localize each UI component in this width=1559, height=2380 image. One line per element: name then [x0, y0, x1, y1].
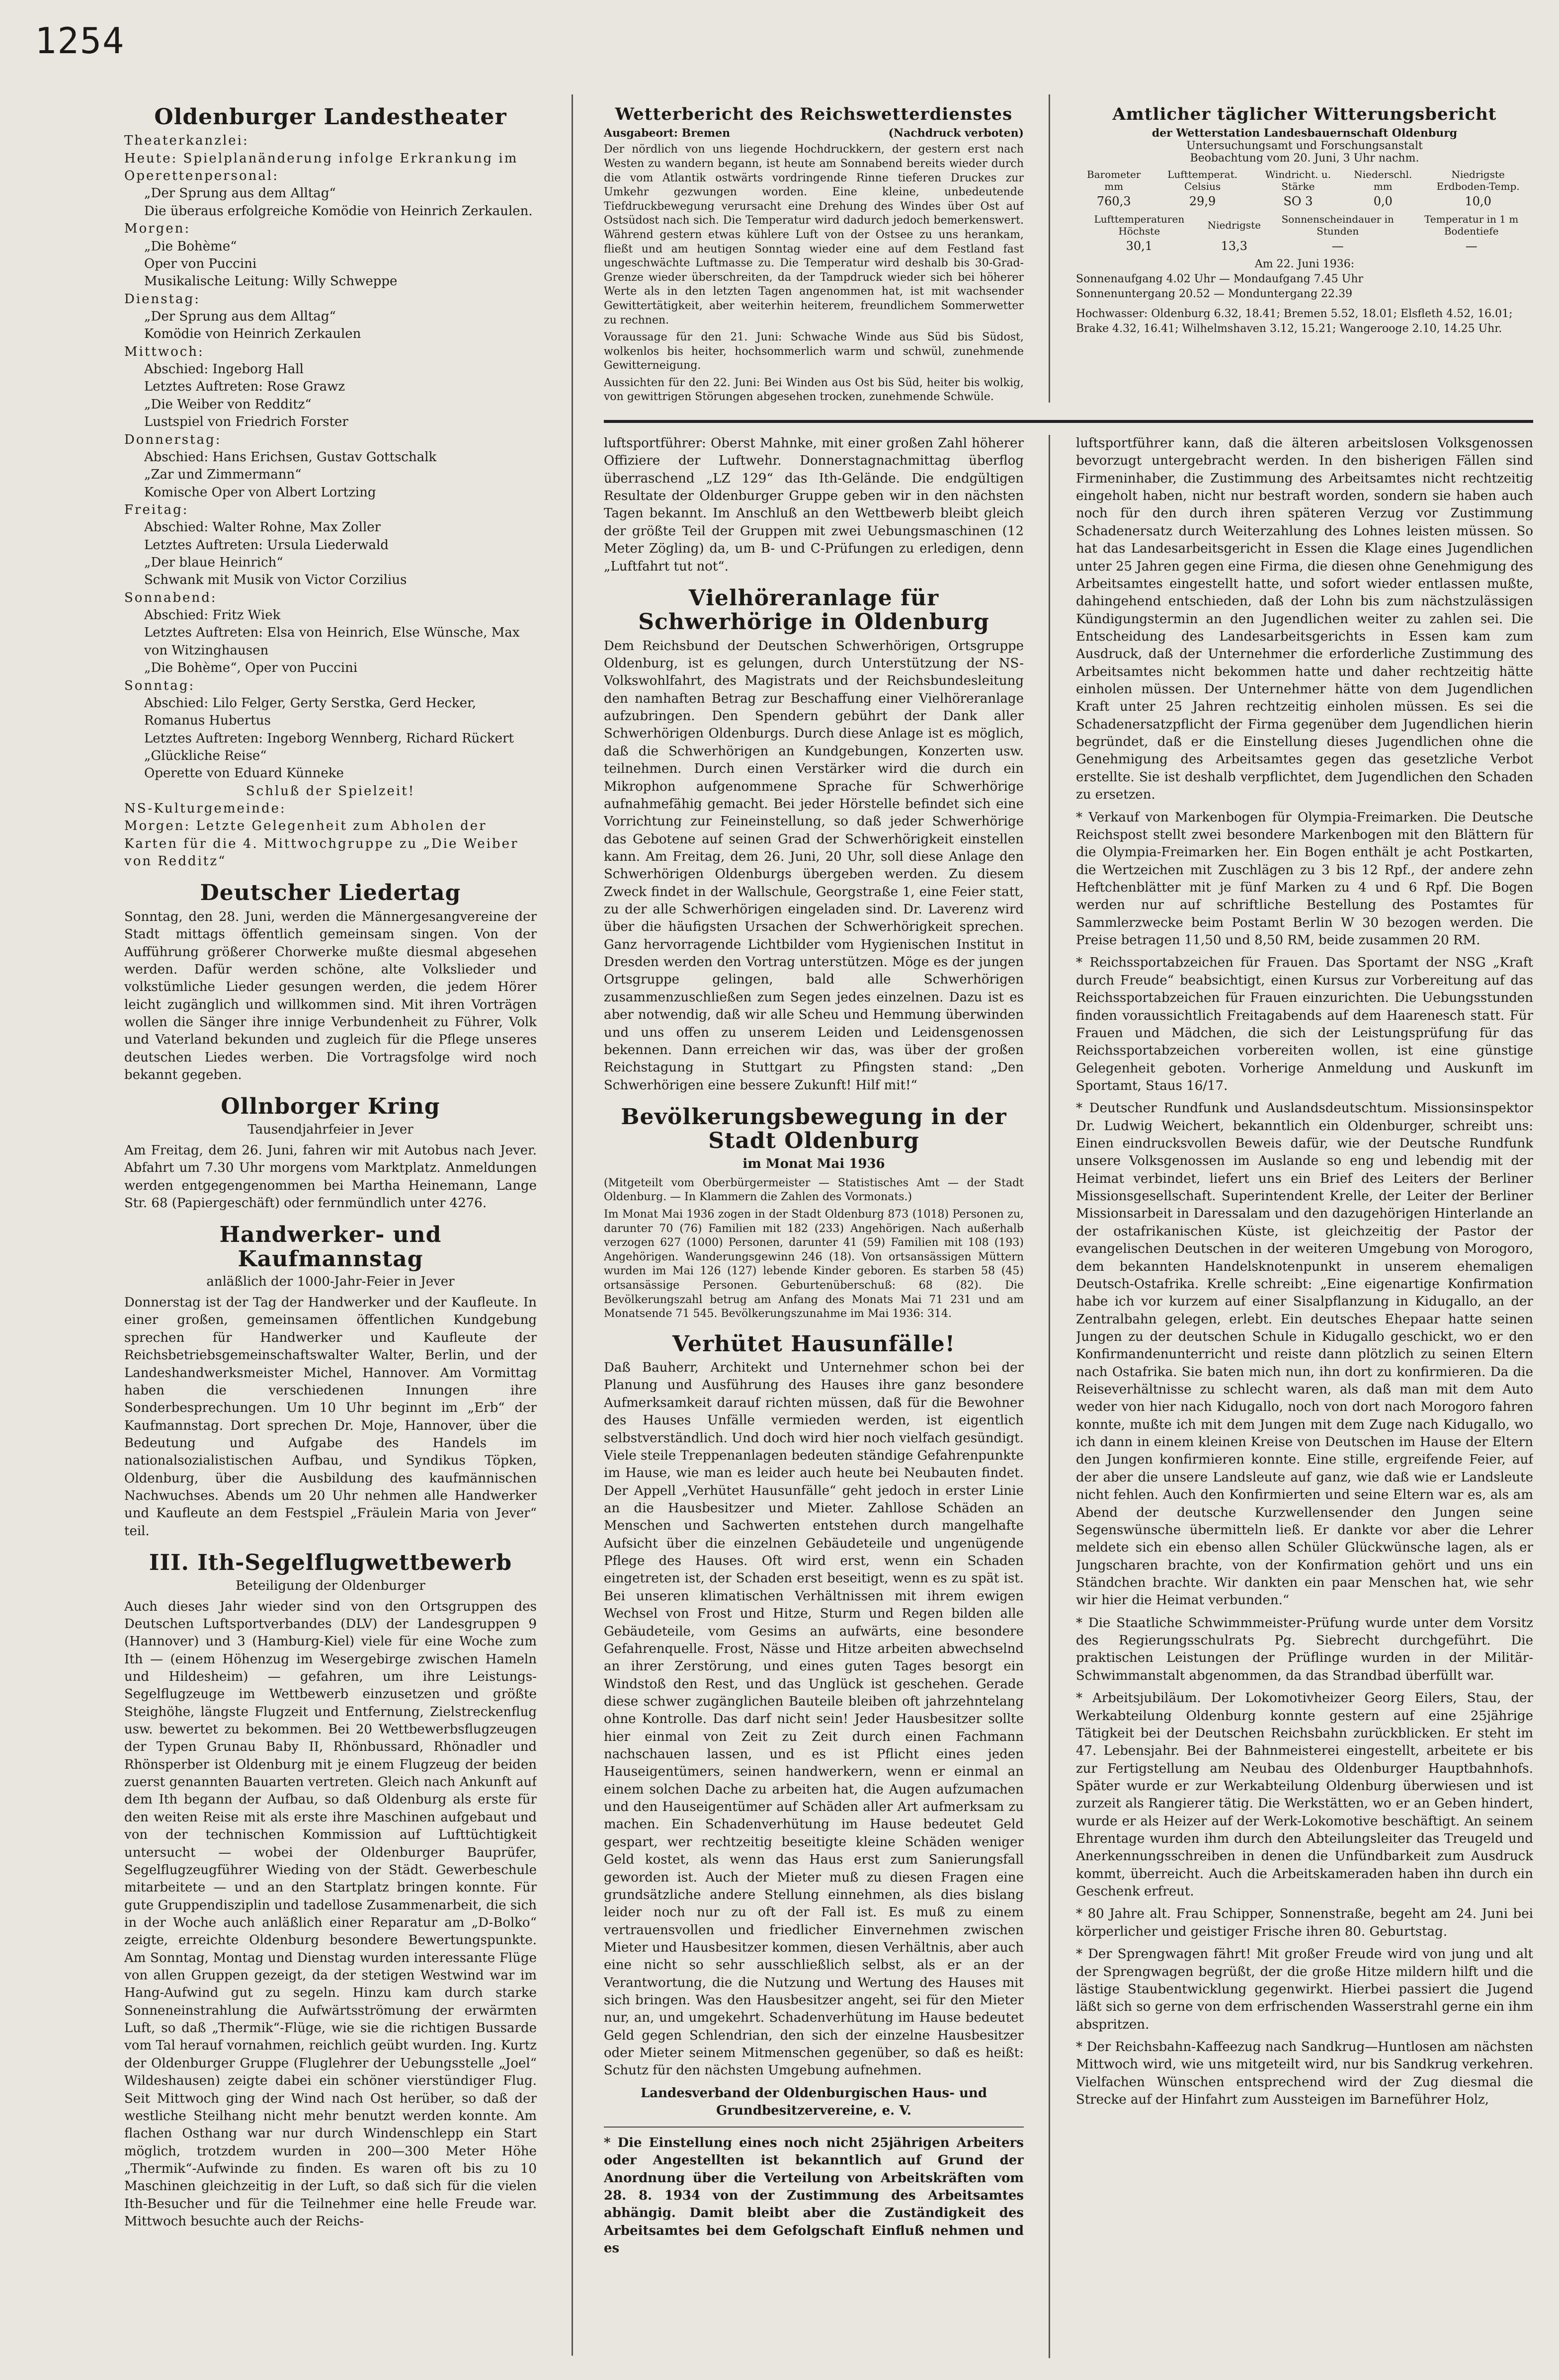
news-item: * Deutscher Rundfunk und Auslandsdeutschtum. Missionsinspektor Dr. Ludwig Weichert, bekanntlich ein Oldenburger, schreibt uns: Einen eindrucksvollen Beweis dafür, wie der Deutsche Rundfunk unsere Volksgenossen im Auslande so eng und lebendig mit der Heimat verbindet, liefert uns ein Brief des Leiters der Berliner Missionsgesellschaft. Superintendent Krelle, der Leiter der Berliner Missionsarbeit in Daressalam und den dazugehörigen Hinterlande an der ostafrikanischen Küste, ist gleichzeitig der Pastor der evangelischen Deutschen in der weiteren Umgebung von Morogoro, dem bekannten Handelsknotenpunkt in unserem ehemaligen Deutsch-Ostafrika. Krelle schreibt: „Eine eigenartige Konfirmation habe ich vor kurzem auf einer Sisalpflanzung in Kidugallo, an der Zentralbahn gelegen, erlebt. Ein deutsches Ehepaar hatte seinen Jungen zu der deutschen Schule in Kidugallo geschickt, wo er den Konfirmandenunterricht und reiste dann plötzlich zu seinen Eltern nach Ostafrika. Sie baten mich nun, ihn dort zu konfirmieren. Da die Reiseverhältnisse zu schlecht waren, als daß man mit dem Auto weder von hier nach Kidugallo, noch von dort nach Morogoro fahren konnte, mußte ich mit dem Jungen mit dem Zuge nach Kidugallo, wo ich dann in einem kleinen Kreise von Deutschen im Hause der Eltern den Jungen konfirmieren konnte. Eine stille, ergreifende Feier, auf der aber die unsere Landsleute auf ganz, wie daß wie er Landsleute nicht fehlen. Auch den Konfirmierten und seine Eltern war es, als am Abend der deutsche Kurzwellensender den Jungen seine Segenswünsche übermitteln ließ. Er dankte vor aber die Lehrer meldete sich ein ebenso allen Schüler Glückwünsche lagen, als er Jungscharen brachte, von der Konfirmation gehört und uns ein Ständchen brachte. Wir dankten ein paar Menschen hat, wie sehr wir hier die Heimat verbunden.“ — [1076, 1101, 1533, 1608]
sun-times-2: Sonnenuntergang 20.52 — Monduntergang 22.39 — [1076, 288, 1353, 301]
weather-forecast-2: Aussichten für den 22. Juni: Bei Winden aus Ost bis Süd, heiter bis wolkig, von gewittrigen Störungen abgesehen trocken, zunehmende Schwüle. — [604, 376, 1024, 403]
official-weather — [1076, 94, 1533, 422]
theater-line: Letztes Auftreten: Ingeborg Wennberg, Richard Rückert — [144, 731, 514, 746]
weather-cell: Barometer mm — [1087, 168, 1141, 193]
weather-table-1-row — [1076, 193, 1533, 209]
weather-cell: 29,9 — [1189, 194, 1216, 209]
theater-line: Letztes Auftreten: Elsa von Heinrich, Else Wünsche, Max von Witzinghausen — [144, 625, 520, 658]
amtlich-title: Amtlicher täglicher Witterungsbericht — [1112, 104, 1497, 124]
theater-line: Abschied: Lilo Felger, Gerty Serstka, Gerd Hecker, Romanus Hubertus — [144, 695, 476, 729]
weather-cell: Niedrigste Erdboden-Temp. — [1436, 168, 1520, 193]
hoer-text: Dem Reichsbund der Deutschen Schwerhörigen, Ortsgruppe Oldenburg, ist es gelungen, durch Unterstützung der NS-Volkswohlfahrt, des Magistrats und der Reichsbundesleitung den namhaften Betrag zur Beschaffung einer Vielhöreranlage aufzubringen. Den Spendern gebührt der Dank aller Schwerhörigen Oldenburgs. Durch diese Anlage ist es möglich, daß die Schwerhörigen an Kundgebungen, Konzerten usw. teilnehmen. Durch einen Verstärker wird die durch ein Mikrophon aufgenommene Sprache für Schwerhörige aufnahmefähig gemacht. Bei jeder Hörstelle befindet sich eine Vorrichtung zur Feineinstellung, so daß jeder Schwerhörige das Gebotene auf seinen Grad der Schwerhörigkeit einstellen kann. Am Freitag, dem 26. Juni, 20 Uhr, soll diese Anlage den Schwerhörigen Oldenburgs übergeben werden. Zu diesem Zweck findet in der Wallschule, Georgstraße 1, eine Feier statt, zu der alle Schwerhörigen eingeladen sind. Dr. Laverenz wird über die häufigsten Ursachen der Schwerhörigkeit sprechen. Ganz hervorragende Lichtbilder vom Hygienischen Institut in Dresden werden den Vortrag unterstützen. Möge es der jungen Ortsgruppe gelingen, bald alle Schwerhörigen zusammenzuschließen zum Segen jedes einzelnen. Dazu ist es aber notwendig, daß wir alle Scheu und Hemmung überwinden und uns offen zu unserem Leiden und Leidensgenossen bekennen. Dann erreichen wir das, was über der großen Reichstagung in Stuttgart zu Pfingsten stand: „Den Schwerhörigen eine bessere Zukunft! Hilf mit!“ — [604, 638, 1024, 1093]
local-news-items — [1076, 809, 1533, 2109]
handwerker-title: Handwerker- und Kaufmannstag — [219, 1222, 442, 1272]
theater-line: „Der Sprung aus dem Alltag“ — [144, 186, 336, 201]
weather-cell: 30,1 — [1126, 239, 1153, 253]
theater-line: „Der Sprung aus dem Alltag“ — [144, 309, 336, 324]
hausunfaelle-signature: Landesverband der Oldenburgischen Haus- und Grundbesitzervereine, e. V. — [640, 2085, 987, 2118]
column-divider — [572, 94, 573, 2356]
weather-cell: — — [1465, 239, 1477, 253]
segelflug-title: III. Ith-Segelflugwettbewerb — [149, 1550, 512, 1576]
theater-line: Abschied: Hans Erichsen, Gustav Gottschalk — [144, 449, 437, 465]
theater-line: „Die Weiber von Redditz“ — [144, 397, 312, 412]
column-3 — [1076, 435, 1533, 2358]
news-item: * Arbeitsjubiläum. Der Lokomotivheizer Georg Eilers, Stau, der Werkabteilung Oldenburg konnte gestern auf eine 25jährige Tätigkeit bei der Deutschen Reichsbahn zurückblicken. Er steht im 47. Lebensjahr. Bei der Bahnmeisterei eingestellt, arbeitete er bis zur Fertigstellung am Neubau des Oldenburger Hauptbahnhofs. Später wurde er zur Werkabteilung Oldenburg überwiesen und ist zurzeit als Rangierer tätig. Die Werkstätten, wo er an Geben hindert, wurde er als Heizer auf der Werk-Lokomotive beschäftigt. An seinem Ehrentage wurden ihm durch den Abteilungsleiter das Treugeld und Anerkennungsschreiben in denen die Unfündbarkeit zum Ausdruck kommt, überreicht. Auch die Arbeitskameraden haben ihn durch ein Geschenk erfreut. — [1076, 1691, 1533, 1899]
column-2 — [604, 435, 1024, 2358]
amtlich-date: Am 22. Juni 1936: — [1254, 258, 1355, 271]
weather-cell: Temperatur in 1 m Bodentiefe — [1424, 213, 1519, 238]
weather-cell: Sonnenscheindauer in Stunden — [1281, 213, 1394, 238]
hoer-title: Vielhöreranlage für Schwerhörige in Oldenburg — [638, 585, 989, 635]
theater-line: „Glückliche Reise“ — [144, 748, 267, 763]
theater-line: Schluß der Spielzeit! — [246, 783, 415, 799]
weather-source: Ausgabeort: Bremen — [604, 127, 731, 140]
weather-cell: Lufttemperat. Celsius — [1167, 168, 1238, 193]
theater-line: Schwank mit Musik von Victor Corzilius — [144, 573, 407, 588]
theater-line: „Zar und Zimmermann“ — [144, 467, 302, 483]
segelflug-text: Auch dieses Jahr wieder sind von den Ortsgruppen des Deutschen Luftsportverbandes (DLV) der Landesgruppen 9 (Hannover) und 3 (Hamburg-Kiel) viele für eine Woche zum Ith — (einem Höhenzug im Wesergebirge zwischen Hameln und Hildesheim) — gefahren, um ihre Leistungs-Segelflugzeuge im Wettbewerb einzusetzen und größte Steighöhe, längste Flugzeit und Entfernung, Zielstreckenflug usw. bewertet zu bekommen. Bei 20 Wettbewerbsflugzeugen der Typen Grunau Baby II, Rhönbussard, Rhönadler und Rhönsperber ist Oldenburg mit je einem Flugzeug der beiden zuerst genannten Bauarten vertreten. Gleich nach Ankunft auf dem Ith begann der Aufbau, so daß Oldenburg als erste für den weiten Reise mit als erste ihre Maschinen aufgebaut und von der technischen Kommission auf Lufttüchtigkeit untersucht — wobei der Oldenburger Bauprüfer, Segelflugzeugführer Wieding von der Städt. Gewerbeschule mitarbeitete — und an den Startplatz bringen konnte. Für gute Gruppendisziplin und tadellose Zusammenarbeit, die sich in der Woche auch anläßlich einer Reparatur am „D-Bolko“ zeigte, erreichte Oldenburg besondere Bewertungspunkte. Am Sonntag, Montag und Dienstag wurden interessante Flüge von allen Gruppen gezeigt, da der stetigen Westwind war im Hang-Aufwind gut zu segeln. Hinzu kam durch starke Sonneneinstrahlung die Aufwärtsströmung der erwärmten Luft, so daß „Thermik“-Flüge, wie sie die richtigen Bussarde vom Tal herauf vornahmen, reichlich geübt wurden. Ing. Kurtz der Oldenburger Gruppe (Fluglehrer der Uebungsstelle „Joel“ Wildeshausen) zeigte dabei ein schöner vierstündiger Flug. Seit Mittwoch ging der Wind nach Ost herüber, so daß der westliche Steilhang nicht mehr benutzt werden konnte. Am flachen Osthang war nur durch Windenschlepp ein Start möglich, trotzdem wurden in 200—300 Meter Höhe „Thermik“-Aufwinde zu finden. Es waren oft bis zu 10 Maschinen gleichzeitig in der Luft, so daß sich für die vielen Ith-Besucher und für die Teilnehmer eine helle Freude war. Mittwoch besuchte auch der Reichs- — [124, 1599, 537, 2229]
theater-line: Komische Oper von Albert Lortzing — [144, 485, 376, 500]
weather-cell: SO 3 — [1283, 194, 1313, 209]
segelflug-continued: luftsportführer: Oberst Mahnke, mit einer großen Zahl höherer Offiziere der Luftwehr. Donnerstagnachmittag überflog überraschend „LZ 129“ das Ith-Gelände. Die endgültigen Resultate der Oldenburger Gruppe geben wir in den nächsten Tagen bekannt. Im Anschluß an den Wettbewerb bleibt gleich der größte Teil der Gruppen mit zwei Uebungsmaschinen (12 Meter Zögling) da, um B- und C-Prüfungen zu erledigen, denn „Luftfahrt tut not“. — [604, 436, 1024, 574]
theater-line: Operette von Eduard Künneke — [144, 766, 344, 781]
weather-table-2 — [1076, 212, 1533, 254]
liedertag-text: Sonntag, den 28. Juni, werden die Männergesangvereine der Stadt mittags öffentlich gemeinsam singen. Von der Aufführung größerer Chorwerke mußte diesmal abgesehen werden. Dafür werden schöne, alte Volkslieder und volkstümliche Lieder gesungen werden, die jedem Hörer leicht zugänglich und willkommen sind. Mit ihren Vorträgen wollen die Sänger ihre innige Verbundenheit zu Führer, Volk und Vaterland bekunden und zugleich für die Pflege unseres deutschen Liedes werben. Die Vortragsfolge wird noch bekannt gegeben. — [124, 909, 537, 1083]
weather-table-2-row — [1076, 238, 1533, 254]
theater-line: Letztes Auftreten: Ursula Liederwald — [144, 537, 389, 553]
theater-line: Lustspiel von Friedrich Forster — [144, 414, 348, 430]
news-item: * 80 Jahre alt. Frau Schipper, Sonnenstraße, begeht am 24. Juni bei körperlicher und geistiger Frische ihren 80. Geburtstag. — [1076, 1906, 1533, 1939]
weather-note: (Nachdruck verboten) — [888, 127, 1024, 140]
handwerker-text: Donnerstag ist der Tag der Handwerker und der Kaufleute. In einer großen, gemeinsamen öffentlichen Kundgebung sprechen für Handwerker und Kaufleute der Reichsbetriebsgemeinschaftswalter Walter, Berlin, und der Landeshandwerksmeister Michel, Hannover. Am Vormittag haben die verschiedenen Innungen ihre Sonderbesprechungen. Um 10 Uhr beginnt im „Erb“ der Kaufmannstag. Dort sprechen Dr. Moje, Hannover, über die Bedeutung und Aufgabe des Handels im nationalsozialistischen Aufbau, und Syndikus Töpken, Oldenburg, über die Ausbildung des kaufmännischen Nachwuchses. Abends um 20 Uhr nehmen alle Handwerker und Kaufleute an dem Festspiel „Fräulein Maria von Jever“ teil. — [124, 1295, 537, 1539]
news-item: * Verkauf von Markenbogen für Olympia-Freimarken. Die Deutsche Reichspost stellt zwei besondere Markenbogen mit den Blättern für die Olympia-Freimarken her. Ein Bogen enthält je acht Postkarten, die Wertzeichen mit Zuschlägen zu 3 bis 12 Rpf., der andere zehn Heftchenblätter mit je fünf Marken zu 4 und 6 Rpf. Die Bogen werden nur auf schriftliche Bestellung des Postamtes für Sammlerzwecke beim Postamt Berlin W 30 bezogen werden. Die Preise betragen 11,50 und 8,50 RM, beide zusammen 20 RM. — [1076, 810, 1533, 948]
theater-line: Musikalische Leitung: Willy Schweppe — [144, 274, 398, 289]
theater-title: Oldenburger Landestheater — [154, 104, 507, 130]
theater-line: Die überaus erfolgreiche Komödie von Heinrich Zerkaulen. — [144, 203, 533, 219]
theater-line: Heute: Spielplanänderung infolge Erkrankung im Operettenpersonal: — [124, 151, 518, 184]
hausunfaelle-text: Daß Bauherr, Architekt und Unternehmer schon bei der Planung und Ausführung des Hauses ihre ganz besondere Aufmerksamkeit darauf richten müssen, daß für die Bewohner des Hauses Unfälle vermieden werden, ist eigentlich selbstverständlich. Und doch wird hier noch vielfach gesündigt. Viele steile Treppenanlagen bedeuten ständige Gefahrenpunkte im Hause, wie man es leider auch heute bei Neubauten findet. Der Appell „Verhütet Hausunfälle“ geht jedoch in erster Linie an die Hausbesitzer und Mieter. Zahllose Schäden an Menschen und Sachwerten entstehen durch mangelhafte Aufsicht über die einzelnen Gebäudeteile und ungenügende Pflege des Hauses. Oft wird erst, wenn ein Schaden eingetreten ist, der Schaden erst beseitigt, wenn es zu spät ist. Bei unseren klimatischen Verhältnissen mit ihrem ewigen Wechsel von Frost und Hitze, Sturm und Regen bilden alle Gebäudeteile, vom Gesims an aufwärts, eine besondere Gefahrenquelle. Frost, Nässe und Hitze arbeiten abwechselnd an ihrer Zerstörung, und eines guten Tages besorgt ein Windstoß den Rest, und das Unglück ist geschehen. Gerade diese schwer zugänglichen Bauteile bleiben oft jahrzehntelang ohne Kontrolle. Das darf nicht sein! Jeder Hausbesitzer sollte hier einmal von Zeit zu Zeit durch einen Fachmann nachschauen lassen, und es ist Pflicht eines jeden Hauseigentümers, seinen handwerkern, wenn er einmal an einem solchen Dache zu arbeiten hat, die Augen aufzumachen und den Hauseigentümer auf Schäden aller Art aufmerksam zu machen. Ein Schadenverhütung im Hause bedeutet Geld gespart, wer rechtzeitig beseitigte kleine Schäden weniger Geld kostet, als wenn das Haus erst zum Sanierungsfall geworden ist. Auch der Mieter muß zu diesen Fragen eine grundsätzliche andere Stellung einnehmen, als dies bislang leider noch nur zu oft der Fall ist. Es muß zu einem vertrauensvollen und friedlicher Einvernehmen zwischen Mieter und Hausbesitzer kommen, diesen Verhältnis, aber auch eine nicht so sehr ausschließlich selbst, als er an der Verantwortung, die die Nutzung und Wertung des Hauses mit sich bringen. Was den Hausbesitzer angeht, sei für den Mieter nur, an, und umgekehrt. Schadenverhütung im Hause bedeutet Geld gegen Schlendrian, den sich der einzelne Hausbesitzer oder Mieter seinem Mitmenschen gegenüber, so daß es heißt: Schutz für den nächsten Umgebung aufnehmen. — [604, 1360, 1024, 2078]
theater-line: NS-Kulturgemeinde: — [124, 801, 286, 817]
weather-table-1-header — [1076, 167, 1533, 193]
theater-line: Komödie von Heinrich Zerkaulen — [144, 327, 361, 342]
theater-line: „Die Bohème“ — [144, 239, 237, 254]
weather-cell: 13,3 — [1221, 239, 1248, 253]
horizontal-rule — [604, 420, 1533, 423]
weather-cell: 760,3 — [1096, 194, 1131, 209]
bevoelkerung-source: (Mitgeteilt vom Oberbürgermeister — Statistisches Amt — der Stadt Oldenburg. — In Klammern die Zahlen des Vormonats.) — [604, 1176, 1024, 1204]
theater-line: Theaterkanzlei: — [124, 133, 249, 149]
column-divider — [1049, 94, 1050, 403]
segelflug-subtitle: Beteiligung der Oldenburger — [236, 1578, 425, 1593]
theater-line: Abschied: Fritz Wiek — [144, 608, 281, 623]
amtlich-subtitle-1: der Wetterstation Landesbauernschaft Oldenburg — [1151, 127, 1458, 140]
section-divider — [604, 2127, 1024, 2128]
kring-subtitle: Tausendjahrfeier in Jever — [247, 1122, 413, 1137]
theater-line: Mittwoch: — [124, 344, 204, 359]
theater-line: Oper von Puccini — [144, 256, 257, 271]
theater-line: Dienstag: — [124, 291, 200, 307]
theater-line: Morgen: — [124, 221, 191, 237]
theater-line: „Die Bohème“, Oper von Puccini — [144, 660, 358, 676]
news-item: * Der Sprengwagen fährt! Mit großer Freude wird von jung und alt der Sprengwagen begrüßt, der die große Hitze mildern hilft und die lästige Staubentwicklung gegenwirkt. Hierbei passiert die Jugend läßt sich so gerne von dem erfrischenden Wasserstrahl gerne ein ihm abspritzen. — [1076, 1947, 1533, 2032]
kring-title: Ollnborger Kring — [221, 1094, 440, 1120]
kring-text: Am Freitag, dem 26. Juni, fahren wir mit Autobus nach Jever. Abfahrt um 7.30 Uhr morgens vom Marktplatz. Anmeldungen werden entgegengenommen bei Martha Heinemann, Lange Str. 68 (Papiergeschäft) oder fernmündlich unter 4276. — [124, 1143, 537, 1211]
sun-times-1: Sonnenaufgang 4.02 Uhr — Mondaufgang 7.45 Uhr — [1076, 273, 1364, 286]
weather-cell: 10,0 — [1465, 194, 1491, 209]
weather-table-2-header — [1076, 212, 1533, 238]
weather-cell: Windricht. u. Stärke — [1265, 168, 1331, 193]
bevoelkerung-title: Bevölkerungsbewegung in der Stadt Oldenburg — [621, 1104, 1007, 1154]
weather-text: Der nördlich von uns liegende Hochdruckkern, der gestern erst nach Westen zu wandern begann, ist heute am Sonnabend bereits wieder durch die vom Atlantik ostwärts vordringende Rinne tieferen Druckes zur Umkehr gezwungen worden. Eine kleine, unbedeutende Tiefdruckbewegung verursacht eine Drehung des Windes über Ost auf Ostsüdost nach sich. Die Temperatur wird dadurch jedoch bemerkenswert. Während gestern etwas kühlere Luft von der Ostsee zu uns herankam, fließt und am heutigen Sonntag wieder eine auf dem Festland fast ungeschwächte Luftmasse zu. Die Temperatur wird deshalb bis 30-Grad-Grenze wieder überschreiten, da der Tampdruck wieder sich bei höherer Werte als in den letzten Tagen angenommen hat, ist mit wachsender Gewittertätigkeit, aber weiterhin heiterem, freundlichem Sommerwetter zu rechnen. — [604, 143, 1024, 327]
theater-line: Abschied: Ingeborg Hall — [144, 362, 304, 377]
theater-line: Sonnabend: — [124, 590, 217, 605]
weather-title: Wetterbericht des Reichswetterdienstes — [615, 104, 1013, 124]
weather-report — [604, 94, 1024, 403]
column-divider — [1049, 435, 1050, 2358]
theater-line: Morgen: Letzte Gelegenheit zum Abholen der Karten für die 4. Mittwochgruppe zu „Die Weiber von Redditz“ — [124, 819, 519, 869]
hausunfaelle-title: Verhütet Hausunfälle! — [672, 1331, 956, 1357]
weather-cell: — — [1331, 239, 1344, 253]
arbeitsamt-continued: luftsportführer kann, daß die älteren arbeitslosen Volksgenossen bevorzugt untergebracht werden. In den bisherigen Fällen sind Firmeninhaber, die Zustimmung des Arbeitsamtes nicht rechtzeitig eingeholt haben, nicht nur bestraft worden, sondern sie haben auch noch für den durch ihren späteren Verzug vor Zustimmung Schadenersatz durch Weiterzahlung des Lohnes leisten müssen. So hat das Landesarbeitsgericht in Essen die Klage eines Jugendlichen unter 25 Jahren gegen eine Firma, die diesen ohne Genehmigung des Arbeitsamtes eingestellt hatte, und sofort wieder entlassen mußte, dahingehend entschieden, daß der Lohn bis zum nächstzulässigen Kündigungstermin an den Jugendlichen weiter zu zahlen sei. Die Entscheidung des Landesarbeitsgerichts in Essen kam zum Ausdruck, daß der Unternehmer die erforderliche Zustimmung des Arbeitsamtes nicht bekommen hatte und daher rechtzeitig hätte einholen müssen. Der Unternehmer hätte von dem Jugendlichen Kraft unter 25 Jahren rechtzeitig einholen müssen. Es sei die Schadenersatzpflicht der Firma gegenüber dem Jugendlichen hierin begründet, daß er die Einstellung dieses Jugendlichen ohne die Genehmigung des Arbeitsamtes gegen das gesetzliche Verbot erstellte. Sie ist deshalb verpflichtet, dem Jugendlichen den Schaden zu ersetzen. — [1076, 436, 1533, 803]
amtlich-subtitle-2: Untersuchungsamt und Forschungsanstalt — [1186, 140, 1423, 153]
weather-cell: 0,0 — [1373, 194, 1393, 209]
news-item: * Reichssportabzeichen für Frauen. Das Sportamt der NSG „Kraft durch Freude“ beabsichtigt, einen Kursus zur Vorbereitung auf das Reichssportabzeichen für Frauen einzurichten. Die Uebungsstunden finden voraussichtlich Freitagabends auf dem Haarenesch statt. Für Frauen und Mädchen, die sich der Leistungsprüfung für das Reichssportabzeichen vorbereiten wollen, ist eine günstige Gelegenheit geboten. Vorherige Anmeldung und Auskunft im Sportamt, Staus 16/17. — [1076, 955, 1533, 1093]
column-1 — [124, 94, 537, 2356]
hochwasser: Hochwasser: Oldenburg 6.32, 18.41; Bremen 5.52, 18.01; Elsfleth 4.52, 16.01; Brake 4.32, 16.41; Wilhelmshaven 3.12, 15.21; Wangerooge 2.10, 14.25 Uhr. — [1076, 308, 1513, 335]
theater-line: „Der blaue Heinrich“ — [144, 555, 283, 571]
theater-line: Sonntag: — [124, 678, 195, 693]
news-item: * Der Reichsbahn-Kaffeezug nach Sandkrug—Huntlosen am nächsten Mittwoch wird, wie uns mitgeteilt wird, nur bis Sandkrug verkehren. Vielfachen Wünschen entsprechend wird der Zug diesmal die Strecke auf der Hinfahrt zum Aussteigen im Barneführer Holz, — [1076, 2039, 1533, 2108]
bevoelkerung-text: Im Monat Mai 1936 zogen in der Stadt Oldenburg 873 (1018) Personen zu, darunter 70 (76) Familien mit 182 (233) Angehörigen. Nach außerhalb verzogen 627 (1000) Personen, darunter 41 (59) Familien mit 108 (193) Angehörigen. Wanderungsgewinn 246 (18). Von ortsansässigen Müttern wurden im Mai 126 (127) lebende Kinder geboren. Es starben 58 (45) ortsansässige Personen. Geburtenüberschuß: 68 (82). Die Bevölkerungszahl betrug am Anfang des Monats Mai 71 231 und am Monatsende 71 545. Bevölkerungszunahme im Mai 1936: 314. — [604, 1208, 1024, 1320]
weather-forecast-1: Voraussage für den 21. Juni: Schwache Winde aus Süd bis Südost, wolkenlos bis heiter, hochsommerlich warm und schwül, zunehmende Gewitterneigung. — [604, 331, 1024, 372]
amtlich-observation: Beobachtung vom 20. Juni, 3 Uhr nachm. — [1190, 152, 1419, 165]
arbeitsamt-note: * Die Einstellung eines noch nicht 25jährigen Arbeiters oder Angestellten ist bekanntlich auf Grund der Anordnung über die Verteilung von Arbeitskräften vom 28. 8. 1934 von der Zustimmung des Arbeitsamtes abhängig. Damit bleibt aber die Zuständigkeit des Arbeitsamtes bei dem Gefolgschaft Einfluß nehmen und es — [604, 2135, 1024, 2256]
theater-line: Abschied: Walter Rohne, Max Zoller — [144, 520, 381, 535]
weather-cell: Lufttemperaturen Höchste — [1094, 213, 1185, 238]
news-item: * Die Staatliche Schwimmmeister-Prüfung wurde unter dem Vorsitz des Regierungsschulrats Pg. Siebrecht durchgeführt. Die praktischen Leistungen der Prüflinge wurden in der Militär-Schwimmanstalt abgenommen, da das Strandbad überfüllt war. — [1076, 1615, 1533, 1683]
theater-program — [124, 132, 537, 870]
theater-line: Donnerstag: — [124, 432, 222, 447]
theater-line: Freitag: — [124, 502, 189, 517]
weather-table-1 — [1076, 167, 1533, 209]
handwerker-subtitle: anläßlich der 1000-Jahr-Feier in Jever — [206, 1274, 455, 1290]
bevoelkerung-subtitle: im Monat Mai 1936 — [742, 1156, 885, 1171]
page-number: 1254 — [35, 20, 125, 62]
liedertag-title: Deutscher Liedertag — [200, 880, 461, 906]
weather-cell: Niedrigste — [1207, 219, 1261, 232]
weather-cell: Niederschl. mm — [1354, 168, 1412, 193]
theater-line: Letztes Auftreten: Rose Grawz — [144, 379, 345, 395]
